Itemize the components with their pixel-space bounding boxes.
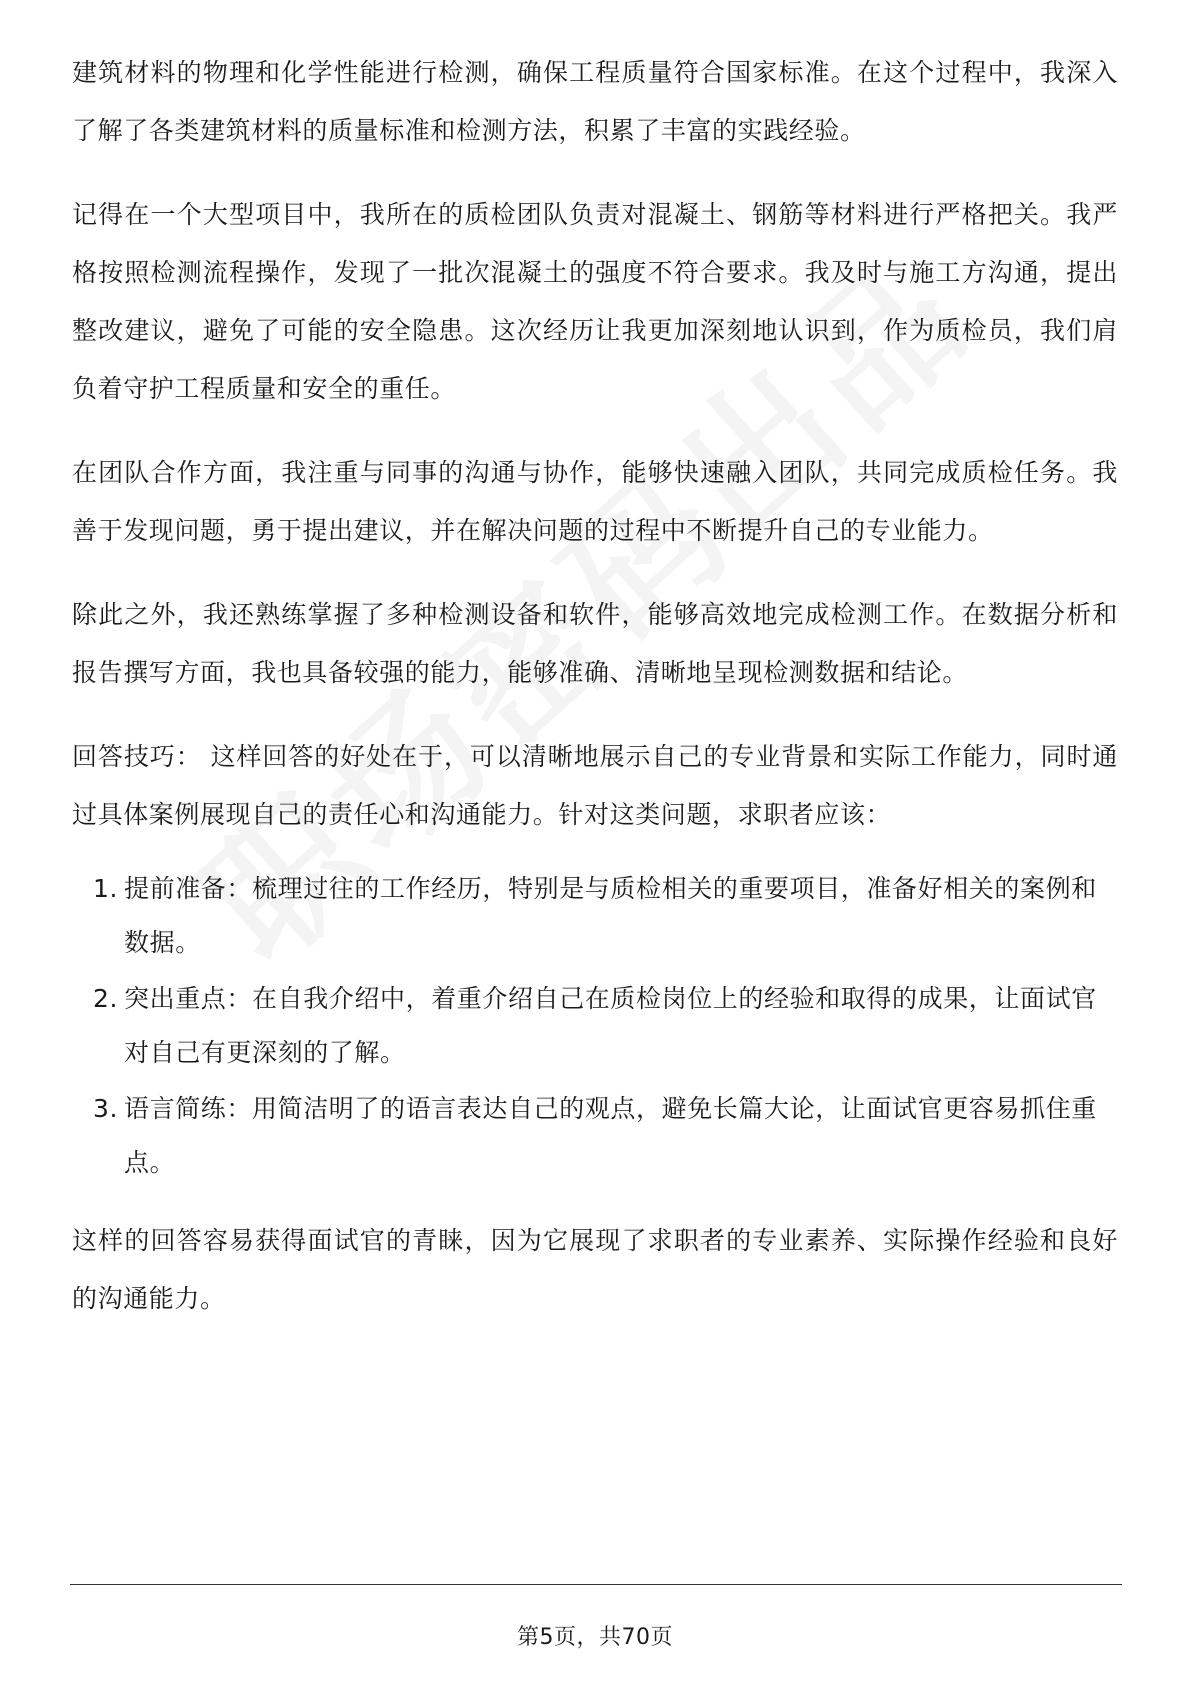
list-number: 1. (92, 874, 118, 903)
footer-divider (70, 1584, 1122, 1585)
list-text: 语言简练：用简洁明了的语言表达自己的观点，避免长篇大论，让面试官更容易抓住重点。 (124, 1094, 1097, 1177)
paragraph-2: 记得在一个大型项目中，我所在的质检团队负责对混凝土、钢筋等材料进行严格把关。我严格按照检测流程操作，发现了一批次混凝土的强度不符合要求。我及时与施工方沟通，提出整改建议，避免了可能的安全隐患。这次经历让我更加深刻地认识到，作为质检员，我们肩负着守护工程质量和安全的重任。 (72, 200, 1118, 403)
list-number: 2. (92, 984, 118, 1013)
list-text: 提前准备：梳理过往的工作经历，特别是与质检相关的重要项目，准备好相关的案例和数据。 (124, 874, 1097, 957)
document-page (72, 44, 1118, 1354)
tips-list (72, 862, 1118, 1190)
list-item (72, 1082, 1118, 1190)
list-item (72, 972, 1118, 1080)
list-text: 突出重点：在自我介绍中，着重介绍自己在质检岗位上的经验和取得的成果，让面试官对自己有更深刻的了解。 (124, 984, 1097, 1067)
paragraph-4: 除此之外，我还熟练掌握了多种检测设备和软件，能够高效地完成检测工作。在数据分析和报告撰写方面，我也具备较强的能力，能够准确、清晰地呈现检测数据和结论。 (72, 600, 1118, 687)
closing-paragraph: 这样的回答容易获得面试官的青睐，因为它展现了求职者的专业素养、实际操作经验和良好的沟通能力。 (72, 1226, 1118, 1313)
page-number: 第5页，共70页 (517, 1625, 673, 1650)
list-item (72, 862, 1118, 970)
paragraph-3: 在团队合作方面，我注重与同事的沟通与协作，能够快速融入团队，共同完成质检任务。我善于发现问题，勇于提出建议，并在解决问题的过程中不断提升自己的专业能力。 (72, 458, 1118, 545)
list-number: 3. (92, 1094, 118, 1123)
paragraph-1: 建筑材料的物理和化学性能进行检测，确保工程质量符合国家标准。在这个过程中，我深入了解了各类建筑材料的质量标准和检测方法，积累了丰富的实践经验。 (72, 58, 1118, 145)
tips-paragraph: 回答技巧： 这样回答的好处在于，可以清晰地展示自己的专业背景和实际工作能力，同时通过具体案例展现自己的责任心和沟通能力。针对这类问题，求职者应该： (72, 742, 1118, 829)
